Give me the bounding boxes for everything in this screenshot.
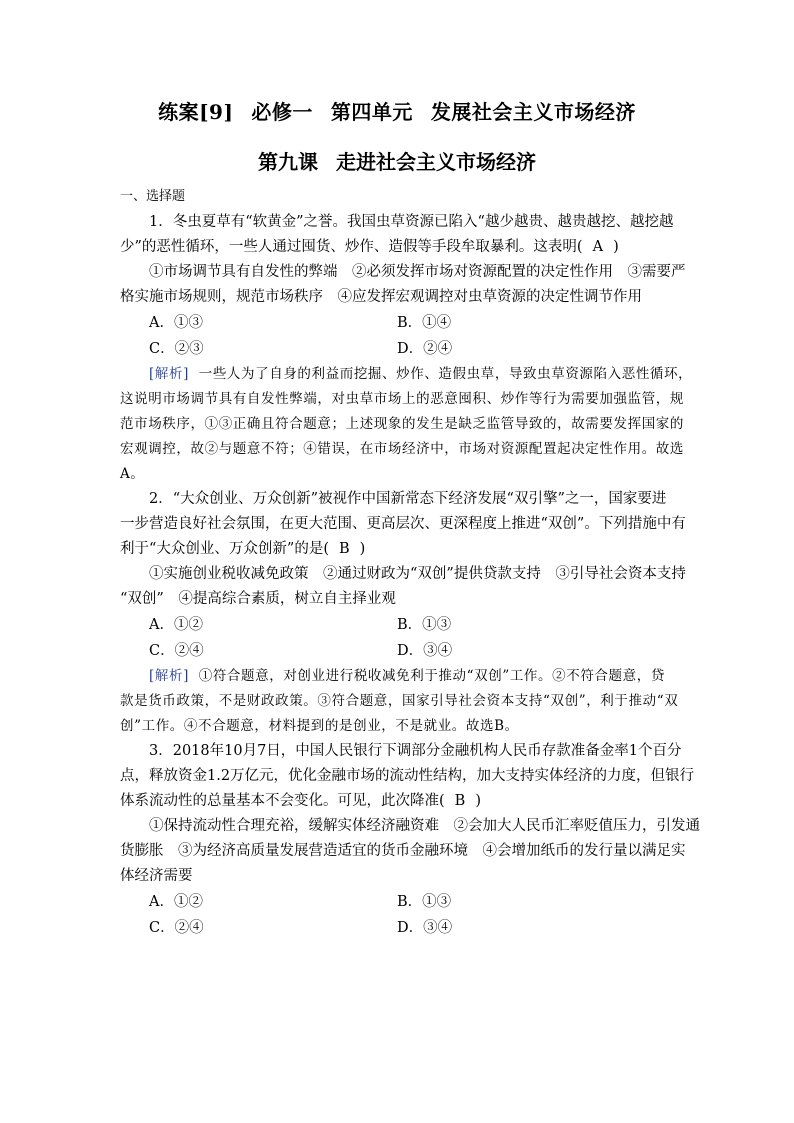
document-body	[120, 186, 700, 939]
q1-items-line: ①市场调节具有自发性的弊端 ②必须发挥市场对资源配置的决定性作用 ③需要严	[149, 264, 686, 280]
question-3	[120, 740, 700, 939]
q1-analysis-line: [解析] 一些人为了自身的利益而挖掘、炒作、造假虫草，导致虫草资源陷入恶性循环，	[149, 366, 693, 382]
title-part-1: 练案[9]	[158, 100, 234, 124]
q3-items-line: 体经济需要	[120, 868, 193, 884]
title-part-2: 必修一	[251, 100, 313, 124]
document-title	[0, 96, 794, 125]
q1-analysis-line: 范市场秩序，①③正确且符合题意；上述现象的发生是缺乏监管导致的，故需要发挥国家的	[120, 416, 684, 432]
q3-option-a: A．①②	[149, 894, 203, 910]
q3-option-b: B．①③	[397, 894, 452, 910]
analysis-tag: [解析]	[149, 366, 189, 382]
q2-items-line: “双创” ④提高综合素质，树立自主择业观	[120, 591, 396, 607]
q3-options-row	[120, 891, 680, 913]
q2-analysis-line: [解析] ①符合题意，对创业进行税收减免利于推动“双创”工作。②不符合题意，贷	[149, 668, 665, 684]
q2-options-row	[120, 640, 680, 662]
question-2	[120, 488, 686, 737]
q1-option-b: B．①④	[397, 315, 452, 331]
q2-stem-line: 一步营造良好社会氛围，在更大范围、更高层次、更深程度上推进“双创”。下列措施中有	[120, 516, 686, 532]
q1-analysis-line: 宏观调控，故②与题意不符；④错误，在市场经济中，市场对资源配置起决定性作用。故选	[120, 441, 684, 457]
q3-options-row	[120, 917, 680, 939]
q1-option-a: A．①③	[149, 315, 203, 331]
q1-stem-line: 少”的恶性循环，一些人通过囤货、炒作、造假等手段牟取暴利。这表明( A )	[120, 239, 619, 255]
q1-options-row	[120, 338, 680, 360]
q3-stem-line: 体系流动性的总量基本不会变化。可见，此次降准( B )	[120, 793, 481, 809]
q1-answer: A	[592, 239, 604, 255]
q3-option-c: C．②④	[149, 920, 204, 936]
q1-analysis-line: A。	[120, 466, 145, 482]
lesson-title	[0, 146, 794, 175]
q2-analysis-line: 创”工作。④不合题意，材料提到的是创业，不是就业。故选B。	[120, 718, 519, 734]
q3-items-line: 货膨胀 ③为经济高质量发展营造适宜的货币金融环境 ④会增加纸币的发行量以满足实	[120, 843, 686, 859]
section-title: 一、选择题	[120, 189, 186, 204]
q3-answer: B	[454, 793, 466, 809]
q2-options-row	[120, 614, 680, 636]
q2-stem-line: 利于“大众创业、万众创新”的是( B )	[120, 541, 366, 557]
q1-option-d: D．②④	[397, 341, 453, 357]
q3-items-line: ①保持流动性合理充裕，缓解实体经济融资难 ②会加大人民币汇率贬值压力，引发通	[149, 818, 700, 834]
q3-stem-line: 点，释放资金1.2万亿元，优化金融市场的流动性结构，加大支持实体经济的力度，但银行	[120, 768, 695, 784]
lesson-name: 走进社会主义市场经济	[336, 150, 536, 174]
question-1	[120, 211, 693, 485]
q3-stem-line: 3．2018年10月7日，中国人民银行下调部分金融机构人民币存款准备金率1个百分	[149, 743, 682, 759]
q1-analysis-line: 这说明市场调节具有自发性弊端，对虫草市场上的恶意囤积、炒作等行为需要加强监管，规	[120, 391, 684, 407]
lesson-number: 第九课	[258, 150, 318, 174]
q1-stem-line: 1．冬虫夏草有“软黄金”之誉。我国虫草资源已陷入“越少越贵、越贵越挖、越挖越	[149, 214, 674, 230]
q3-option-d: D．③④	[397, 920, 453, 936]
q2-items-line: ①实施创业税收减免政策 ②通过财政为“双创”提供贷款支持 ③引导社会资本支持	[149, 566, 686, 582]
q2-answer: B	[338, 541, 350, 557]
q1-items-line: 格实施市场规则，规范市场秩序 ④应发挥宏观调控对虫草资源的决定性调节作用	[120, 289, 642, 305]
q1-option-c: C．②③	[149, 341, 204, 357]
q2-option-a: A．①②	[149, 617, 203, 633]
title-part-3: 第四单元	[330, 100, 413, 124]
q2-analysis-line: 款是货币政策，不是财政政策。③符合题意，国家引导社会资本支持“双创”，利于推动“双	[120, 693, 679, 709]
q2-option-d: D．③④	[397, 643, 453, 659]
q2-stem-line: 2．“大众创业、万众创新”被视作中国新常态下经济发展“双引擎”之一，国家要进	[149, 491, 667, 507]
analysis-tag: [解析]	[149, 668, 189, 684]
title-part-4: 发展社会主义市场经济	[430, 100, 636, 124]
q1-options-row	[120, 312, 680, 334]
q2-option-c: C．②④	[149, 643, 204, 659]
q2-option-b: B．①③	[397, 617, 452, 633]
